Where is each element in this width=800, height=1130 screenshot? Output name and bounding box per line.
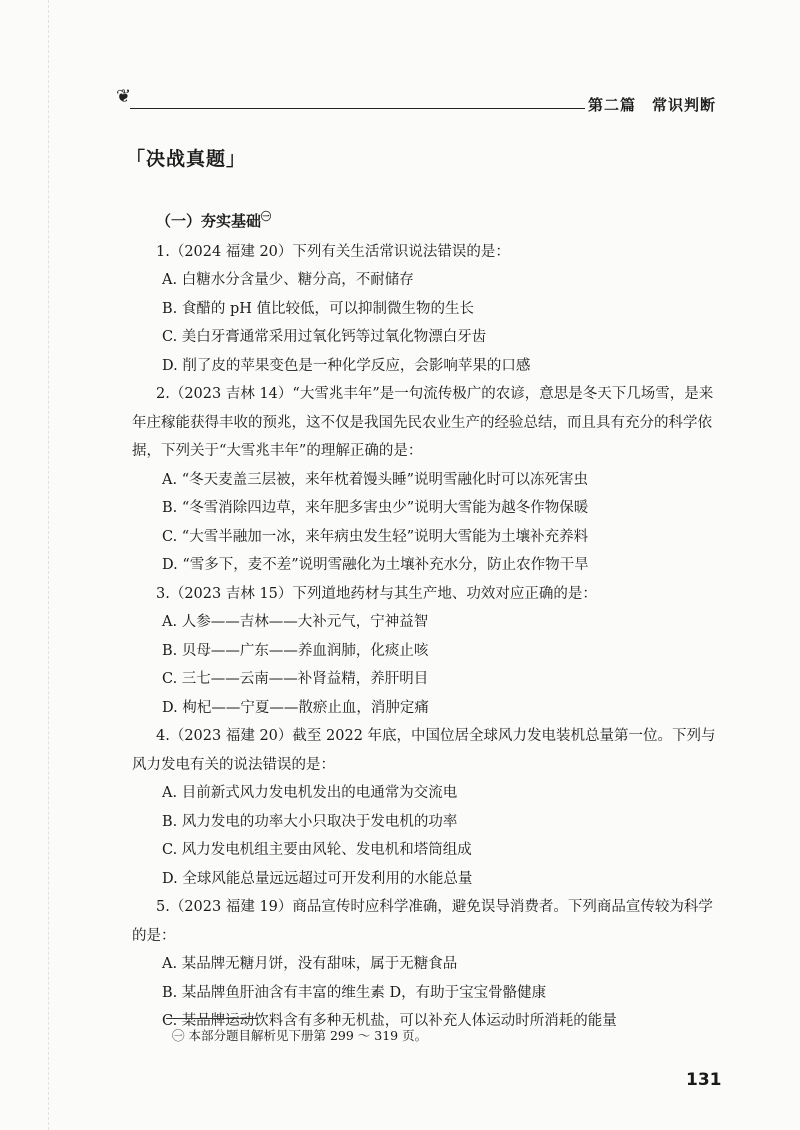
question-option: D. 枸杞——宁夏——散瘀止血，消肿定痛 bbox=[162, 699, 429, 716]
footnote-rule bbox=[166, 1018, 258, 1019]
page-header bbox=[116, 86, 716, 126]
question-option: D. 全球风能总量远远超过可开发利用的水能总量 bbox=[162, 870, 473, 887]
decorative-logo-icon: ❦ bbox=[116, 86, 132, 107]
question-block bbox=[132, 893, 722, 1036]
question-option: B. 贝母——广东——养血润肺，化痰止咳 bbox=[162, 642, 429, 659]
question-option: A. 人参——吉林——大补元气，宁神益智 bbox=[162, 614, 429, 630]
subsection-heading bbox=[156, 204, 722, 236]
question-option: A. 白糖水分含量少、糖分高，不耐储存 bbox=[162, 272, 414, 288]
question-block bbox=[132, 380, 722, 580]
footnote-marker: ㊀ bbox=[261, 212, 272, 223]
question-option: B. 某品牌鱼肝油含有丰富的维生素 D，有助于宝宝骨骼健康 bbox=[162, 984, 547, 1001]
question-option: B. 风力发电的功率大小只取决于发电机的功率 bbox=[162, 813, 458, 830]
question-option: B. “冬雪消除四边草，来年肥多害虫少”说明大雪能为越冬作物保暖 bbox=[162, 500, 589, 516]
question-block bbox=[156, 238, 722, 381]
question-option: C. 三七——云南——补肾益精，养肝明目 bbox=[162, 671, 429, 687]
question-block bbox=[132, 722, 722, 893]
question-option: D. 削了皮的苹果变色是一种化学反应，会影响苹果的口感 bbox=[162, 357, 531, 374]
question-option: C. 某品牌运动饮料含有多种无机盐，可以补充人体运动时所消耗的能量 bbox=[162, 1013, 617, 1029]
question-stem: 2.（2023 吉林 14）“大雪兆丰年”是一句流传极广的农谚，意思是冬天下几场雪，是来年庄稼能获得丰收的预兆，这不仅是我国先民农业生产的经验总结，而且具有充分的科学依据，下列关于“大雪兆丰年”的理解正确的是： bbox=[132, 386, 714, 459]
page-number: 131 bbox=[686, 1070, 722, 1090]
question-option: A. 目前新式风力发电机发出的电通常为交流电 bbox=[162, 785, 458, 801]
question-stem: 4.（2023 福建 20）截至 2022 年底，中国位居全球风力发电装机总量第一位。下列与风力发电有关的说法错误的是： bbox=[132, 728, 716, 773]
header-rule bbox=[130, 108, 585, 109]
question-block bbox=[156, 580, 722, 723]
subsection-label: （一）夯实基础 bbox=[156, 212, 262, 230]
question-option: B. 食醋的 pH 值比较低，可以抑制微生物的生长 bbox=[162, 300, 475, 317]
header-title: 第二篇 常识判断 bbox=[587, 96, 716, 114]
question-stem: 1.（2024 福建 20）下列有关生活常识说法错误的是： bbox=[156, 243, 510, 260]
question-option: C. 风力发电机组主要由风轮、发电机和塔筒组成 bbox=[162, 842, 472, 858]
content-body bbox=[132, 204, 722, 1036]
question-option: D. “雪多下，麦不差”说明雪融化为土壤补充水分，防止农作物干旱 bbox=[162, 557, 589, 573]
scan-edge bbox=[0, 0, 49, 1130]
question-option: A. 某品牌无糖月饼，没有甜味，属于无糖食品 bbox=[162, 956, 458, 972]
section-title: 「决战真题」 bbox=[126, 148, 247, 170]
question-option: A. “冬天麦盖三层被，来年枕着馒头睡”说明雪融化时可以冻死害虫 bbox=[162, 471, 589, 488]
question-option: C. “大雪半融加一冰，来年病虫发生轻”说明大雪能为土壤补充养料 bbox=[162, 528, 589, 545]
question-option: C. 美白牙膏通常采用过氧化钙等过氧化物漂白牙齿 bbox=[162, 329, 487, 345]
question-stem: 3.（2023 吉林 15）下列道地药材与其生产地、功效对应正确的是： bbox=[156, 585, 597, 602]
question-stem: 5.（2023 福建 19）商品宣传时应科学准确，避免误导消费者。下列商品宣传较为科学的是： bbox=[132, 899, 713, 944]
footnote: ㊀ 本部分题目解析见下册第 299 ～ 319 页。 bbox=[172, 1028, 428, 1043]
